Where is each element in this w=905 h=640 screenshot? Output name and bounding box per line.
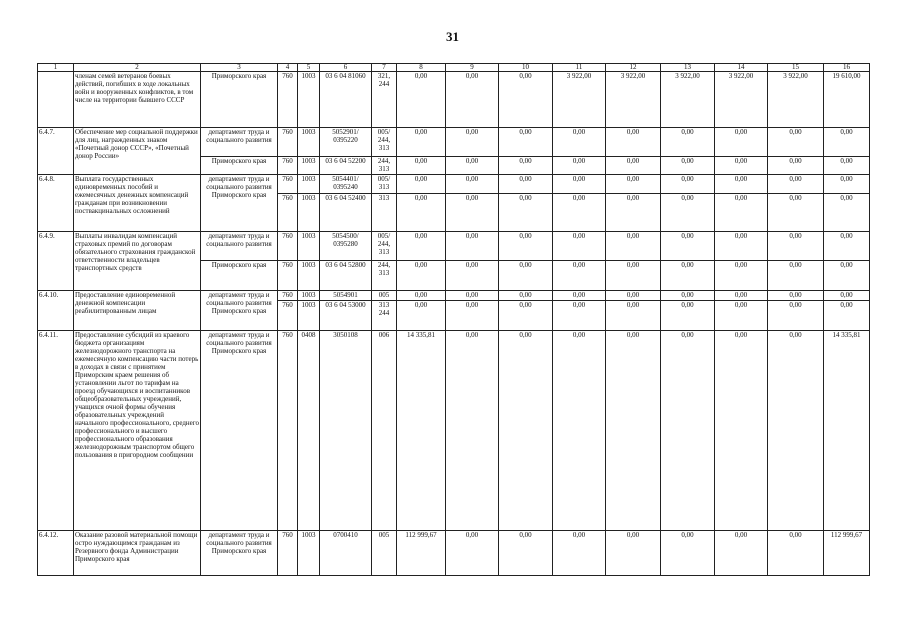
- amount-cell: 0,00: [661, 175, 715, 194]
- amount-cell: 0,00: [446, 301, 499, 331]
- amount-cell: 0,00: [499, 175, 553, 194]
- amount-cell: 0,00: [499, 261, 553, 291]
- amount-cell: 0,00: [499, 301, 553, 331]
- amount-cell: 0,00: [768, 531, 824, 576]
- amount-cell: 0,00: [768, 261, 824, 291]
- amount-cell: 0,00: [606, 531, 661, 576]
- amount-cell: 0,00: [824, 175, 870, 194]
- amount-cell: 0,00: [397, 232, 446, 261]
- administrator: Приморского края: [201, 72, 278, 128]
- administrator: Приморского края: [201, 157, 278, 175]
- page-number: 31: [446, 29, 459, 44]
- col-10: 10: [499, 64, 553, 72]
- amount-cell: 0,00: [768, 331, 824, 531]
- table-row: [38, 175, 870, 194]
- amount-cell: 0,00: [446, 72, 499, 128]
- amount-cell: 0,00: [397, 175, 446, 194]
- amount-cell: 0,00: [499, 531, 553, 576]
- measure-name: Предоставление единовременной денежной компенсации реабилитированным лицам: [74, 291, 201, 331]
- grbs-code: 760: [278, 261, 298, 291]
- amount-cell: 0,00: [499, 72, 553, 128]
- row-number: 6.4.11.: [38, 331, 74, 531]
- grbs-code: 760: [278, 128, 298, 157]
- administrator: департамент труда и социального развития: [201, 232, 278, 261]
- amount-cell: 0,00: [661, 194, 715, 232]
- amount-cell: 0,00: [661, 301, 715, 331]
- col-5: 5: [298, 64, 320, 72]
- amount-cell: 3 922,00: [661, 72, 715, 128]
- measure-name: Выплаты инвалидам компенсаций страховых премий по договорам обязательного страхования гражданской ответственности владельцев транспортных средств: [74, 232, 201, 291]
- amount-cell: 0,00: [768, 128, 824, 157]
- csr-code: 5054401/ 0395240: [320, 175, 372, 194]
- amount-cell: 112 999,67: [397, 531, 446, 576]
- rz-code: 1003: [298, 232, 320, 261]
- administrator: департамент труда и социального развития Приморского края: [201, 531, 278, 576]
- measure-name: членам семей ветеранов боевых действий, погибших в ходе локальных войн и вооруженных конфликтов, в том числе на территории бывшего СССР: [74, 72, 201, 128]
- grbs-code: 760: [278, 531, 298, 576]
- amount-cell: 112 999,67: [824, 531, 870, 576]
- administrator: Приморского края: [201, 261, 278, 291]
- amount-cell: 19 610,00: [824, 72, 870, 128]
- grbs-code: 760: [278, 291, 298, 301]
- col-3: 3: [201, 64, 278, 72]
- rz-code: 0408: [298, 331, 320, 531]
- amount-cell: 0,00: [446, 194, 499, 232]
- rz-code: 1003: [298, 261, 320, 291]
- col-9: 9: [446, 64, 499, 72]
- rz-code: 1003: [298, 72, 320, 128]
- csr-code: 03 6 04 53000: [320, 301, 372, 331]
- amount-cell: 0,00: [397, 128, 446, 157]
- administrator: департамент труда и социального развития Приморского края: [201, 331, 278, 531]
- amount-cell: 0,00: [499, 157, 553, 175]
- col-6: 6: [320, 64, 372, 72]
- measure-name: Обеспечение мер социальной поддержки для лиц, награжденных знаком «Почетный донор СССР», «Почетный донор России»: [74, 128, 201, 175]
- vr-code: 313: [372, 194, 397, 232]
- row-number: [38, 72, 74, 128]
- row-number: 6.4.10.: [38, 291, 74, 331]
- amount-cell: 0,00: [446, 175, 499, 194]
- amount-cell: 0,00: [553, 157, 606, 175]
- rz-code: 1003: [298, 301, 320, 331]
- amount-cell: 14 335,81: [824, 331, 870, 531]
- grbs-code: 760: [278, 72, 298, 128]
- amount-cell: 0,00: [499, 331, 553, 531]
- amount-cell: 0,00: [661, 291, 715, 301]
- rz-code: 1003: [298, 194, 320, 232]
- col-2: 2: [74, 64, 201, 72]
- amount-cell: 0,00: [553, 291, 606, 301]
- amount-cell: 0,00: [715, 331, 768, 531]
- amount-cell: 3 922,00: [768, 72, 824, 128]
- amount-cell: 0,00: [715, 232, 768, 261]
- amount-cell: 0,00: [768, 301, 824, 331]
- measure-name: Выплата государственных единовременных пособий и ежемесячных денежных компенсаций гражданам при возникновении поствакцинальных осложнений: [74, 175, 201, 232]
- amount-cell: 0,00: [824, 232, 870, 261]
- amount-cell: 0,00: [446, 261, 499, 291]
- vr-code: 244, 313: [372, 157, 397, 175]
- row-number: 6.4.8.: [38, 175, 74, 232]
- amount-cell: 0,00: [715, 261, 768, 291]
- amount-cell: 0,00: [397, 194, 446, 232]
- amount-cell: 0,00: [661, 261, 715, 291]
- rz-code: 1003: [298, 291, 320, 301]
- amount-cell: 0,00: [397, 261, 446, 291]
- amount-cell: 0,00: [715, 531, 768, 576]
- vr-code: 005/ 313: [372, 175, 397, 194]
- table-row: [38, 72, 870, 128]
- amount-cell: 0,00: [606, 291, 661, 301]
- amount-cell: 0,00: [661, 331, 715, 531]
- amount-cell: 0,00: [715, 291, 768, 301]
- grbs-code: 760: [278, 157, 298, 175]
- table-row: [38, 232, 870, 261]
- amount-cell: 0,00: [606, 194, 661, 232]
- amount-cell: 0,00: [553, 175, 606, 194]
- amount-cell: 0,00: [397, 157, 446, 175]
- amount-cell: 0,00: [606, 331, 661, 531]
- amount-cell: 0,00: [499, 128, 553, 157]
- csr-code: 03 6 04 52800: [320, 261, 372, 291]
- amount-cell: 0,00: [553, 301, 606, 331]
- amount-cell: 0,00: [553, 531, 606, 576]
- col-4: 4: [278, 64, 298, 72]
- vr-code: 006: [372, 331, 397, 531]
- amount-cell: 0,00: [446, 232, 499, 261]
- table-row: [38, 128, 870, 157]
- csr-code: 5052901/ 0395220: [320, 128, 372, 157]
- administrator: департамент труда и социального развития: [201, 128, 278, 157]
- amount-cell: 0,00: [499, 232, 553, 261]
- administrator: департамент труда и социального развития Приморского края: [201, 175, 278, 232]
- col-16: 16: [824, 64, 870, 72]
- grbs-code: 760: [278, 175, 298, 194]
- amount-cell: 0,00: [397, 301, 446, 331]
- amount-cell: 0,00: [661, 531, 715, 576]
- row-number: 6.4.12.: [38, 531, 74, 576]
- amount-cell: 0,00: [446, 291, 499, 301]
- amount-cell: 0,00: [768, 157, 824, 175]
- grbs-code: 760: [278, 194, 298, 232]
- vr-code: 005: [372, 291, 397, 301]
- amount-cell: 0,00: [768, 232, 824, 261]
- amount-cell: 0,00: [606, 157, 661, 175]
- budget-table: [37, 63, 870, 576]
- amount-cell: 0,00: [824, 157, 870, 175]
- table-row: [38, 291, 870, 301]
- col-7: 7: [372, 64, 397, 72]
- vr-code: 005/ 244, 313: [372, 128, 397, 157]
- grbs-code: 760: [278, 331, 298, 531]
- table-row: [38, 531, 870, 576]
- rz-code: 1003: [298, 128, 320, 157]
- csr-code: 5054500/ 0395280: [320, 232, 372, 261]
- amount-cell: 3 922,00: [606, 72, 661, 128]
- rz-code: 1003: [298, 531, 320, 576]
- amount-cell: 0,00: [446, 531, 499, 576]
- col-13: 13: [661, 64, 715, 72]
- amount-cell: 0,00: [715, 194, 768, 232]
- col-1: 1: [38, 64, 74, 72]
- amount-cell: 0,00: [824, 128, 870, 157]
- amount-cell: 0,00: [553, 261, 606, 291]
- administrator: департамент труда и социального развития Приморского края: [201, 291, 278, 331]
- amount-cell: 0,00: [824, 261, 870, 291]
- amount-cell: 0,00: [661, 157, 715, 175]
- amount-cell: 0,00: [499, 194, 553, 232]
- row-number: 6.4.9.: [38, 232, 74, 291]
- csr-code: 03 6 04 52200: [320, 157, 372, 175]
- amount-cell: 0,00: [446, 157, 499, 175]
- amount-cell: 0,00: [553, 128, 606, 157]
- amount-cell: 0,00: [397, 291, 446, 301]
- row-number: 6.4.7.: [38, 128, 74, 175]
- amount-cell: 0,00: [768, 291, 824, 301]
- vr-code: 321, 244: [372, 72, 397, 128]
- col-12: 12: [606, 64, 661, 72]
- amount-cell: 0,00: [661, 128, 715, 157]
- rz-code: 1003: [298, 175, 320, 194]
- amount-cell: 14 335,81: [397, 331, 446, 531]
- amount-cell: 0,00: [824, 291, 870, 301]
- amount-cell: 3 922,00: [715, 72, 768, 128]
- amount-cell: 0,00: [824, 194, 870, 232]
- csr-code: 03 6 04 81060: [320, 72, 372, 128]
- measure-name: Оказание разовой материальной помощи остро нуждающимся гражданам из Резервного фонда Администрации Приморского края: [74, 531, 201, 576]
- amount-cell: 0,00: [715, 128, 768, 157]
- amount-cell: 0,00: [446, 128, 499, 157]
- col-11: 11: [553, 64, 606, 72]
- csr-code: 3050108: [320, 331, 372, 531]
- amount-cell: 0,00: [553, 232, 606, 261]
- amount-cell: 0,00: [768, 175, 824, 194]
- grbs-code: 760: [278, 232, 298, 261]
- amount-cell: 0,00: [824, 301, 870, 331]
- csr-code: 5054901: [320, 291, 372, 301]
- amount-cell: 3 922,00: [553, 72, 606, 128]
- col-14: 14: [715, 64, 768, 72]
- vr-code: 005/ 244, 313: [372, 232, 397, 261]
- amount-cell: 0,00: [446, 331, 499, 531]
- amount-cell: 0,00: [553, 331, 606, 531]
- vr-code: 005: [372, 531, 397, 576]
- col-8: 8: [397, 64, 446, 72]
- amount-cell: 0,00: [715, 157, 768, 175]
- amount-cell: 0,00: [606, 261, 661, 291]
- amount-cell: 0,00: [499, 291, 553, 301]
- grbs-code: 760: [278, 301, 298, 331]
- amount-cell: 0,00: [606, 301, 661, 331]
- amount-cell: 0,00: [397, 72, 446, 128]
- amount-cell: 0,00: [661, 232, 715, 261]
- amount-cell: 0,00: [768, 194, 824, 232]
- rz-code: 1003: [298, 157, 320, 175]
- vr-code: 313 244: [372, 301, 397, 331]
- amount-cell: 0,00: [715, 175, 768, 194]
- amount-cell: 0,00: [606, 232, 661, 261]
- amount-cell: 0,00: [715, 301, 768, 331]
- col-15: 15: [768, 64, 824, 72]
- table-row: [38, 331, 870, 531]
- amount-cell: 0,00: [553, 194, 606, 232]
- amount-cell: 0,00: [606, 175, 661, 194]
- column-number-row: [38, 64, 870, 72]
- measure-name: Предоставление субсидий из краевого бюджета организациям железнодорожного транспорта на ежемесячную компенсацию части потерь в доходах в связи с принятием Приморским краем решения об установлении льгот по тарифам на проезд обучающихся и воспитанников общеобразовательных учреждений, учащихся очной формы обучения образовательных учреждений начального профессионального, среднего профессионального и высшего профессионального образования железнодорожным транспортом общего пользования в пригородном сообщении: [74, 331, 201, 531]
- csr-code: 0700410: [320, 531, 372, 576]
- vr-code: 244, 313: [372, 261, 397, 291]
- amount-cell: 0,00: [606, 128, 661, 157]
- csr-code: 03 6 04 52400: [320, 194, 372, 232]
